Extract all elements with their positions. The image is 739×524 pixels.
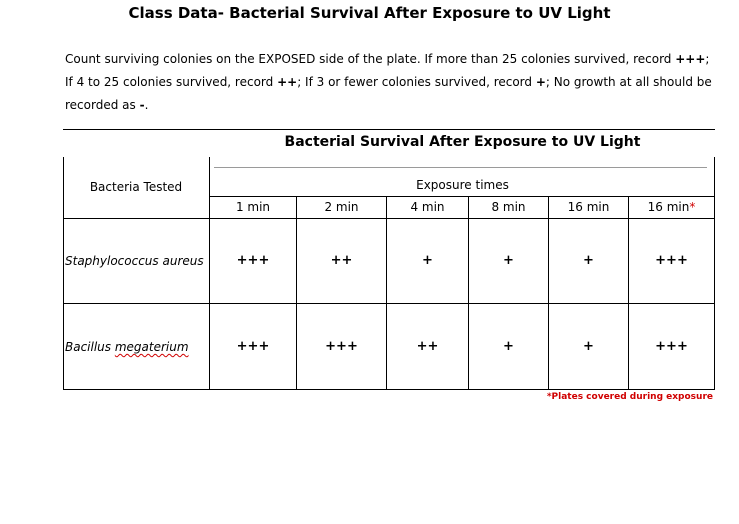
group-header-exposure-times: Exposure times	[416, 178, 509, 192]
column-header-16-min: 16 min	[567, 200, 610, 214]
page-title: Class Data- Bacterial Survival After Exposure to UV Light	[128, 4, 611, 22]
grid-line	[468, 196, 469, 390]
table-cell: ++	[330, 253, 353, 268]
instructions-symbol-low: +	[535, 75, 546, 89]
table-cell: +	[422, 253, 433, 268]
top-divider	[63, 129, 715, 130]
grid-line	[63, 389, 715, 390]
instructions-symbol-none: -	[139, 98, 145, 112]
grid-line	[63, 218, 715, 219]
table-cell: +++	[236, 339, 270, 354]
column-header-label: 16 min	[647, 200, 690, 214]
row-label-species-spellcheck: megaterium	[114, 340, 189, 354]
grid-line	[296, 196, 297, 390]
column-header-marker: *	[689, 200, 696, 214]
instructions-text-3: ; If 3 or fewer colonies survived, record	[297, 75, 536, 89]
column-header-2-min: 2 min	[324, 200, 359, 214]
group-header-rule	[214, 167, 707, 168]
table-cell: +	[503, 253, 514, 268]
instructions-paragraph	[65, 48, 717, 117]
table-cell: +	[583, 253, 594, 268]
grid-line	[628, 196, 629, 390]
column-header-1-min: 1 min	[235, 200, 271, 214]
table-cell: +	[503, 339, 514, 354]
grid-line	[210, 196, 715, 197]
table-title: Bacterial Survival After Exposure to UV Light	[284, 134, 641, 150]
instructions-symbol-medium: ++	[277, 75, 298, 89]
table-cell: +++	[325, 339, 358, 354]
table-cell: +	[583, 339, 594, 354]
table-cell: ++	[416, 339, 439, 354]
table-footnote: *Plates covered during exposure	[546, 392, 713, 402]
instructions-symbol-high: +++	[675, 52, 706, 66]
instructions-text-1: Count surviving colonies on the EXPOSED side of the plate. If more than 25 colonies survived, record	[65, 52, 676, 66]
grid-line	[386, 196, 387, 390]
grid-line	[63, 303, 715, 304]
column-header-16-min-covered	[629, 200, 714, 214]
row-label-staphylococcus-aureus: Staphylococcus aureus	[65, 254, 204, 268]
column-header-4-min: 4 min	[410, 200, 445, 214]
instructions-text-2: ; If 4 to 25 colonies survived, record	[65, 52, 710, 89]
table-cell: +++	[655, 253, 688, 268]
table-cell: +++	[236, 253, 270, 268]
table-cell: +++	[655, 339, 688, 354]
row-header-bacteria-tested: Bacteria Tested	[89, 180, 183, 194]
grid-line	[548, 196, 549, 390]
row-label-genus: Bacillus	[65, 340, 115, 354]
column-header-8-min: 8 min	[491, 200, 526, 214]
row-label-bacillus-megaterium	[65, 340, 189, 354]
instructions-text-5: .	[144, 98, 149, 112]
instructions-text-4: ; No growth at all should be recorded as	[65, 75, 712, 112]
